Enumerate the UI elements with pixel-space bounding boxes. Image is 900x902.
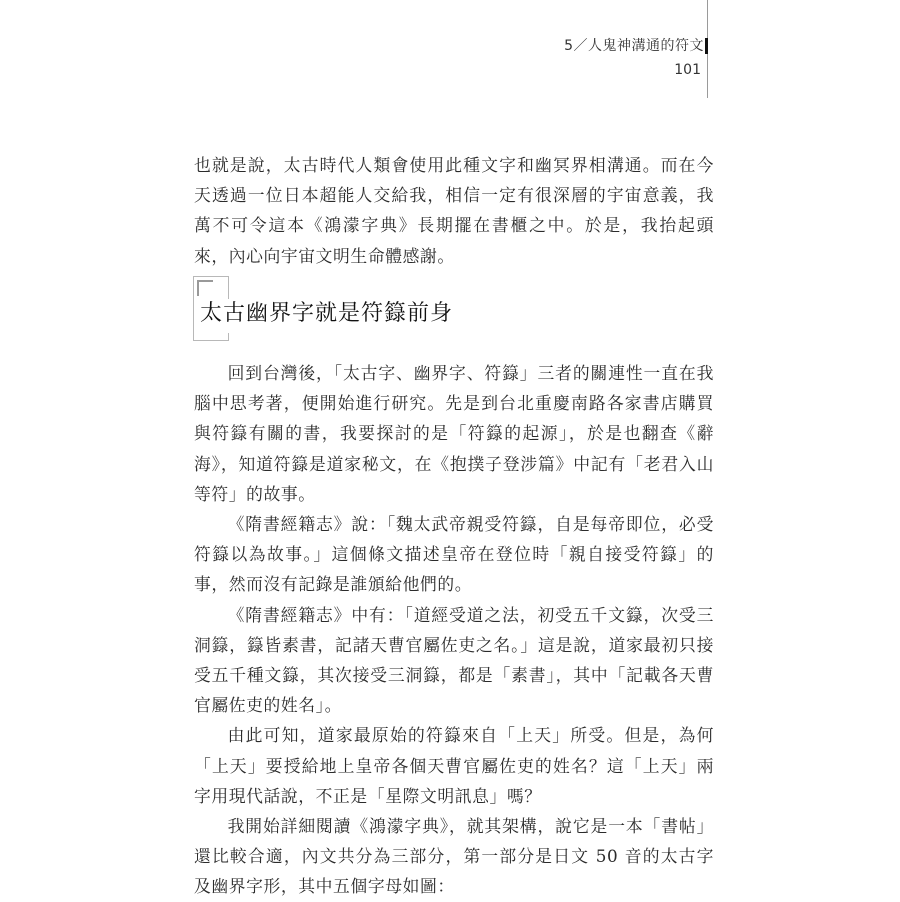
- section-paragraph: 回到台灣後，「太古字、幽界字、符籙」三者的關連性一直在我腦中思考著，便開始進行研究。先是到台北重慶南路各家書店購買與符籙有關的書，我要探討的是「符籙的起源」，於是也翻查《辭海》，知道符籙是道家秘文，在《抱撲子登涉篇》中記有「老君入山等符」的故事。: [194, 363, 714, 504]
- header-rule-marker: [705, 38, 708, 54]
- section-heading: 太古幽界字就是符籙前身: [200, 301, 454, 326]
- section-body: [194, 358, 714, 902]
- page-number: 101: [674, 62, 701, 78]
- section-paragraph: 《隋書經籍志》說：「魏太武帝親受符籙，自是每帝即位，必受符籙以為故事。」這個條文描述皇帝在登位時「親自接受符籙」的事，然而沒有記錄是誰頒給他們的。: [194, 514, 714, 595]
- running-head-chapter-title: 5／人鬼神溝通的符文: [564, 38, 704, 54]
- intro-paragraph: 也就是說，太古時代人類會使用此種文字和幽冥界相溝通。而在今天透過一位日本超能人交給我，相信一定有很深層的宇宙意義，我萬不可令這本《鴻濛字典》長期擺在書櫃之中。於是，我抬起頭來，內心向宇宙文明生命體感謝。: [194, 155, 714, 266]
- intro-text-block: [194, 150, 714, 271]
- section-paragraph: 《隋書經籍志》中有：「道經受道之法，初受五千文籙，次受三洞籙，籙皆素書，記諸天曹官屬佐吏之名。」這是說，道家最初只接受五千種文籙，其次接受三洞籙，都是「素書」，其中「記載各天曹官屬佐吏的姓名」。: [194, 604, 714, 716]
- heading-corner-bracket: [197, 280, 213, 296]
- section-paragraph: 由此可知，道家最原始的符籙來自「上天」所受。但是，為何「上天」要授給地上皇帝各個天曹官屬佐吏的姓名？這「上天」兩字用現代話說，不正是「星際文明訊息」嗎？: [194, 725, 714, 806]
- section-paragraph: 我開始詳細閱讀《鴻濛字典》，就其架構，說它是一本「書帖」還比較合適，內文共分為三部分，第一部分是日文 50 音的太古字及幽界字形，其中五個字母如圖：: [194, 816, 714, 897]
